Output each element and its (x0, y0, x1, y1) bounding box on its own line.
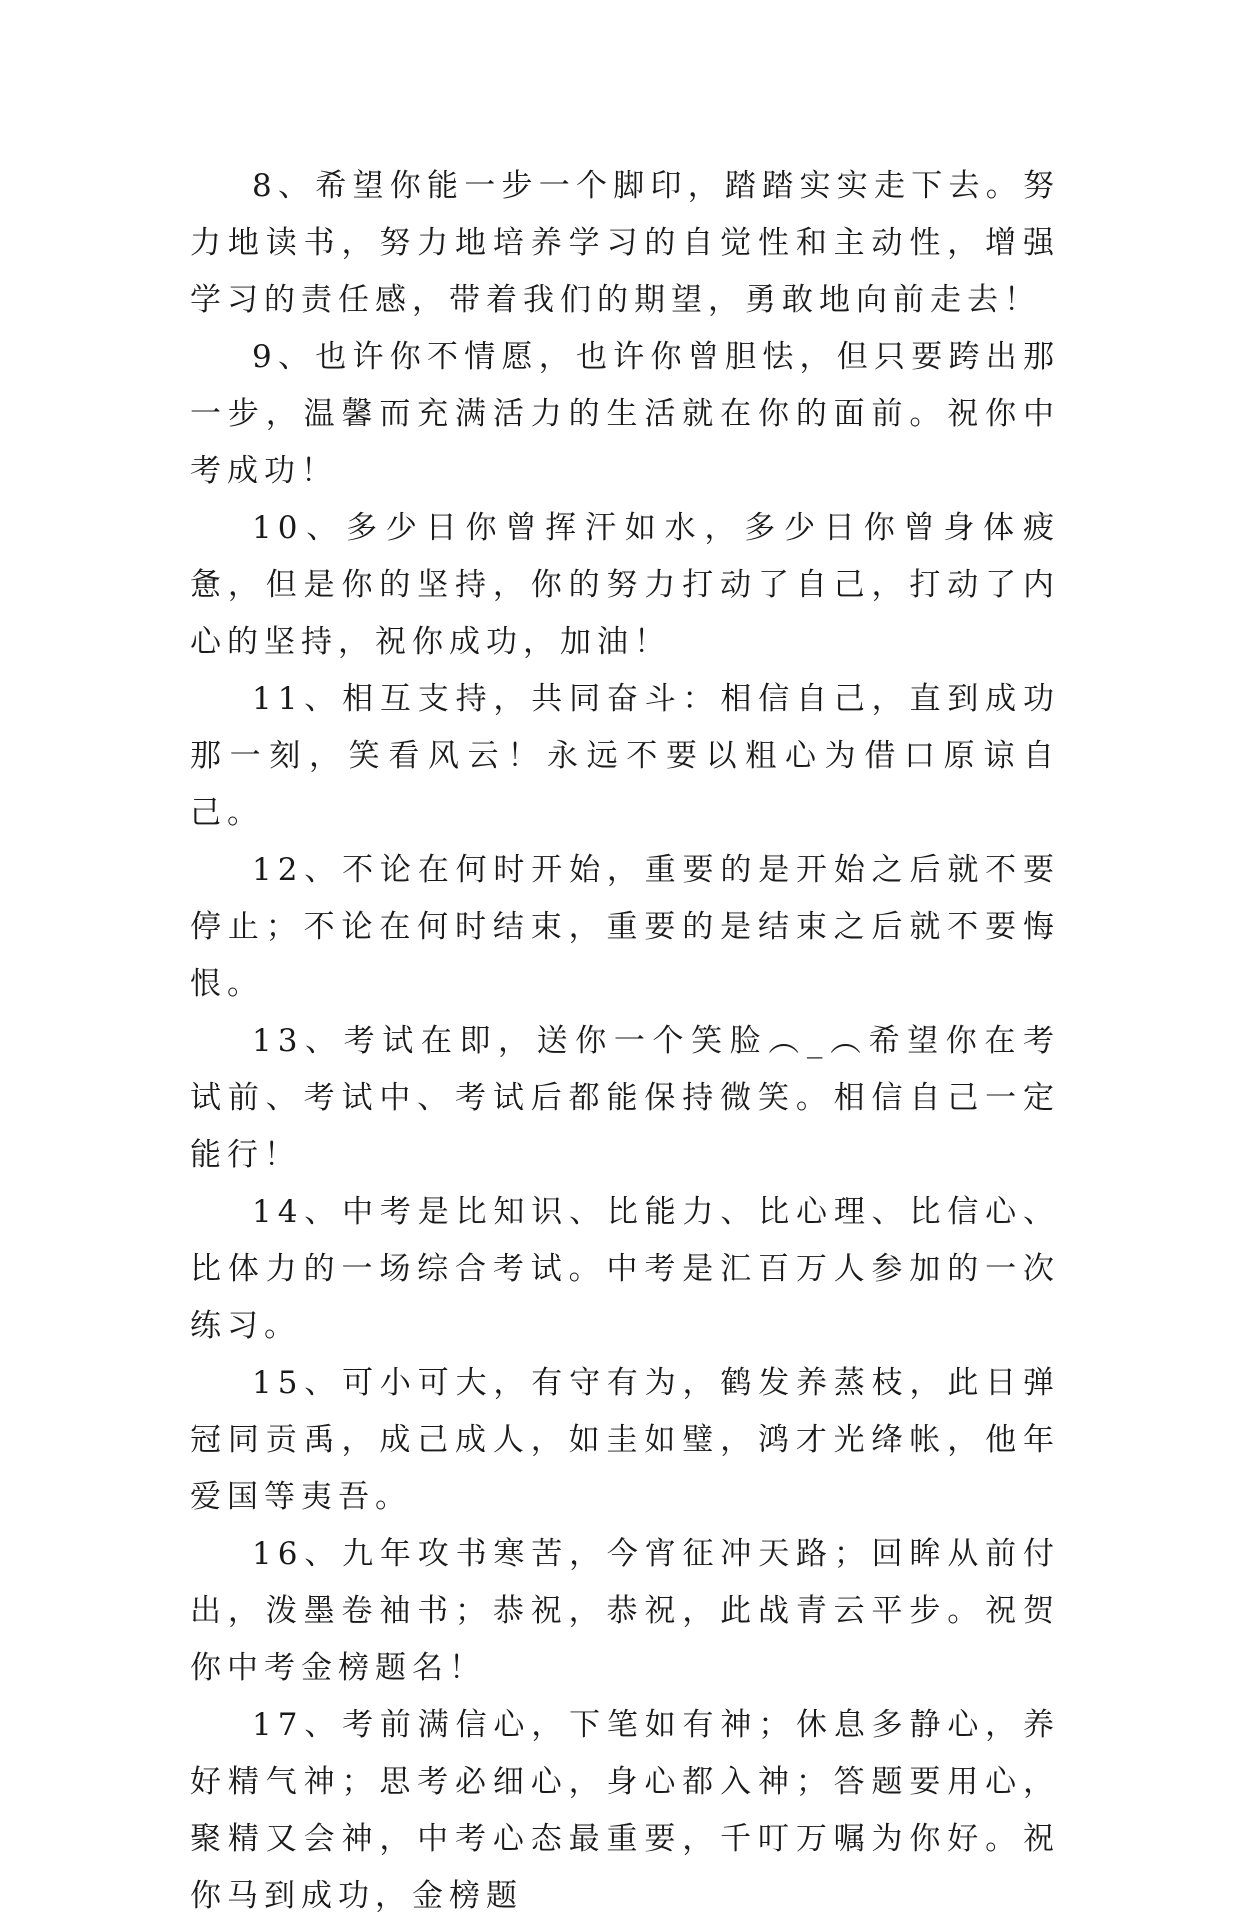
paragraph-15: 15、可小可大，有守有为，鹤发养蒸枝，此日弹冠同贡禹，成己成人，如圭如璧，鸿才光绛帐，他年爱国等夷吾。 (190, 1365, 1060, 1515)
paragraph-13: 13、考试在即，送你一个笑脸︵_︵希望你在考试前、考试中、考试后都能保持微笑。相信自己一定能行！ (190, 1023, 1060, 1173)
document-body (190, 158, 1060, 1925)
paragraph-8: 8、希望你能一步一个脚印，踏踏实实走下去。努力地读书，努力地培养学习的自觉性和主动性，增强学习的责任感，带着我们的期望，勇敢地向前走去！ (190, 168, 1060, 318)
paragraph-16: 16、九年攻书寒苦，今宵征冲天路；回眸从前付出，泼墨卷袖书；恭祝，恭祝，此战青云平步。祝贺你中考金榜题名！ (190, 1536, 1060, 1686)
paragraph-12: 12、不论在何时开始，重要的是开始之后就不要停止；不论在何时结束，重要的是结束之后就不要悔恨。 (190, 852, 1060, 1002)
paragraph-9: 9、也许你不情愿，也许你曾胆怯，但只要跨出那一步，温馨而充满活力的生活就在你的面前。祝你中考成功！ (190, 339, 1060, 489)
paragraph-17: 17、考前满信心，下笔如有神；休息多静心，养好精气神；思考必细心，身心都入神；答题要用心，聚精又会神，中考心态最重要，千叮万嘱为你好。祝你马到成功，金榜题 (190, 1707, 1060, 1914)
paragraph-14: 14、中考是比知识、比能力、比心理、比信心、比体力的一场综合考试。中考是汇百万人参加的一次练习。 (190, 1194, 1060, 1344)
paragraph-10: 10、多少日你曾挥汗如水，多少日你曾身体疲惫，但是你的坚持，你的努力打动了自己，打动了内心的坚持，祝你成功，加油！ (190, 510, 1060, 660)
paragraph-11: 11、相互支持，共同奋斗：相信自己，直到成功那一刻，笑看风云！永远不要以粗心为借口原谅自己。 (190, 681, 1060, 831)
